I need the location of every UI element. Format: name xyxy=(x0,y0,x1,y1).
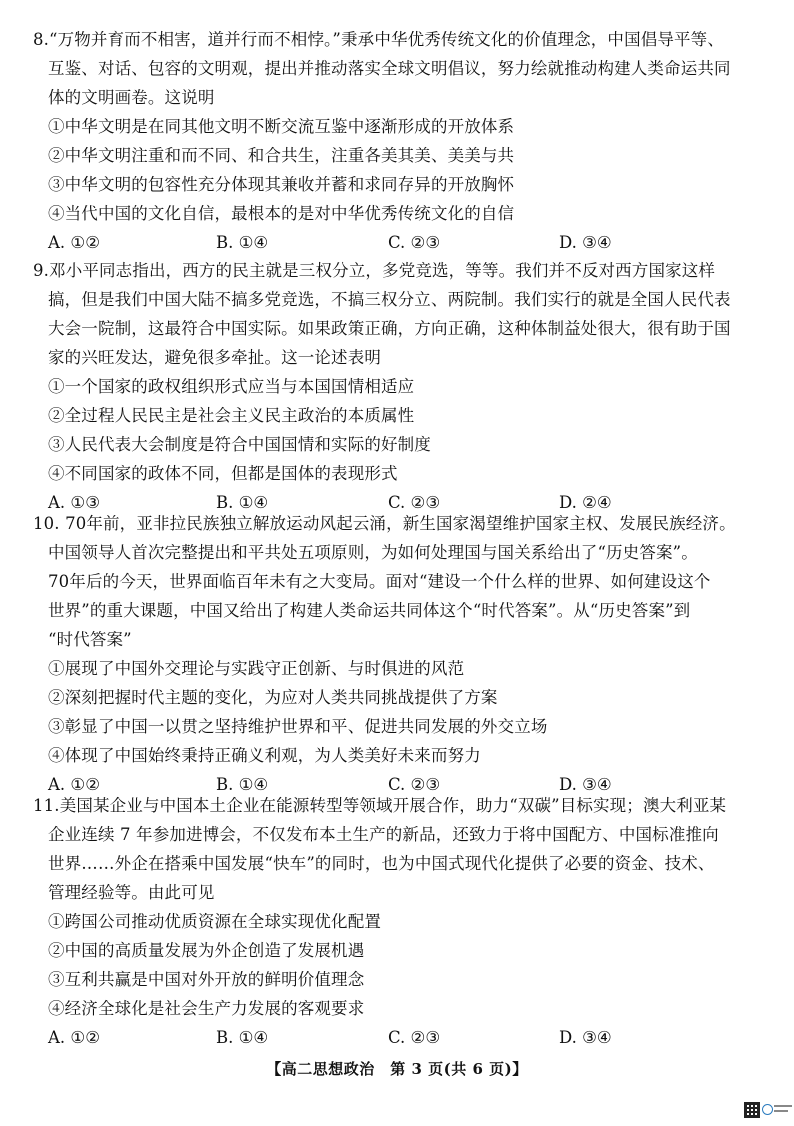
option-a[interactable]: A. ①② xyxy=(48,233,100,252)
statement-4: ④体现了中国始终秉持正确义利观，为人类美好未来而努力 xyxy=(48,746,481,765)
question-stem-line: 世界……外企在搭乘中国发展“快车”的同时，也为中国式现代化提供了必要的资金、技术、 xyxy=(48,854,715,873)
question-stem-line: 10. 70年前，亚非拉民族独立解放运动风起云涌，新生国家渴望维护国家主权、发展民族经济。 xyxy=(33,514,736,533)
option-c[interactable]: C. ②③ xyxy=(388,493,441,512)
question-10 xyxy=(33,509,773,799)
statement-4: ④不同国家的政体不同，但都是国体的表现形式 xyxy=(48,464,398,483)
statement-3: ③互利共赢是中国对外开放的鲜明价值理念 xyxy=(48,970,365,989)
option-a[interactable]: A. ①③ xyxy=(48,493,100,512)
option-b[interactable]: B. ①④ xyxy=(216,1028,269,1047)
statement-2: ②全过程人民民主是社会主义民主政治的本质属性 xyxy=(48,406,415,425)
option-b[interactable]: B. ①④ xyxy=(216,233,269,252)
option-d[interactable]: D. ③④ xyxy=(559,1028,612,1047)
statement-4: ④经济全球化是社会生产力发展的客观要求 xyxy=(48,999,365,1018)
question-stem-line: 互鉴、对话、包容的文明观，提出并推动落实全球文明倡议，努力绘就推动构建人类命运共同 xyxy=(48,59,731,78)
question-stem-line: 70年后的今天，世界面临百年未有之大变局。面对“建设一个什么样的世界、如何建设这个 xyxy=(48,572,711,591)
question-stem-line: 企业连续 7 年参加进博会，不仅发布本土生产的新品，还致力于将中国配方、中国标准推向 xyxy=(48,825,719,844)
page-footer: 【高二思想政治 第 3 页(共 6 页)】 xyxy=(266,1060,528,1078)
question-stem-line: 搞，但是我们中国大陆不搞多党竞选，不搞三权分立、两院制。我们实行的就是全国人民代表 xyxy=(48,290,731,309)
question-stem-line: 8.“万物并育而不相害，道并行而不相悖。”秉承中华优秀传统文化的价值理念，中国倡导平等、 xyxy=(33,30,724,49)
publisher-logo-icon xyxy=(762,1103,792,1116)
statement-1: ①中华文明是在同其他文明不断交流互鉴中逐渐形成的开放体系 xyxy=(48,117,515,136)
statement-2: ②中国的高质量发展为外企创造了发展机遇 xyxy=(48,941,365,960)
statement-2: ②中华文明注重和而不同、和合共生，注重各美其美、美美与共 xyxy=(48,146,515,165)
question-stem-line: 世界”的重大课题，中国又给出了构建人类命运共同体这个“时代答案”。从“历史答案”到 xyxy=(48,601,691,620)
question-stem-line: 大会一院制，这最符合中国实际。如果政策正确，方向正确，这种体制益处很大，很有助于国 xyxy=(48,319,731,338)
option-b[interactable]: B. ①④ xyxy=(216,775,269,794)
question-8 xyxy=(33,25,773,257)
option-c[interactable]: C. ②③ xyxy=(388,233,441,252)
qr-code-icon xyxy=(744,1102,760,1118)
option-a[interactable]: A. ①② xyxy=(48,775,100,794)
statement-3: ③彰显了中国一以贯之坚持维护世界和平、促进共同发展的外交立场 xyxy=(48,717,548,736)
question-stem-line: 11.美国某企业与中国本土企业在能源转型等领域开展合作，助力“双碳”目标实现；澳大利亚某 xyxy=(33,796,727,815)
answer-options xyxy=(33,1023,773,1052)
statement-3: ③中华文明的包容性充分体现其兼收并蓄和求同存异的开放胸怀 xyxy=(48,175,515,194)
option-a[interactable]: A. ①② xyxy=(48,1028,100,1047)
question-stem-line: 管理经验等。由此可见 xyxy=(48,883,215,902)
question-stem-line: 中国领导人首次完整提出和平共处五项原则，为如何处理国与国关系给出了“历史答案”。 xyxy=(48,543,698,562)
option-d[interactable]: D. ③④ xyxy=(559,775,612,794)
statement-2: ②深刻把握时代主题的变化，为应对人类共同挑战提供了方案 xyxy=(48,688,498,707)
question-stem-line: “时代答案” xyxy=(48,630,132,649)
statement-4: ④当代中国的文化自信，最根本的是对中华优秀传统文化的自信 xyxy=(48,204,515,223)
question-stem-line: 9.邓小平同志指出，西方的民主就是三权分立，多党竞选，等等。我们并不反对西方国家这样 xyxy=(33,261,716,280)
option-c[interactable]: C. ②③ xyxy=(388,775,441,794)
statement-1: ①一个国家的政权组织形式应当与本国国情相适应 xyxy=(48,377,415,396)
question-9 xyxy=(33,256,773,517)
option-c[interactable]: C. ②③ xyxy=(388,1028,441,1047)
option-d[interactable]: D. ②④ xyxy=(559,493,612,512)
statement-3: ③人民代表大会制度是符合中国国情和实际的好制度 xyxy=(48,435,431,454)
question-11 xyxy=(33,791,773,1052)
option-b[interactable]: B. ①④ xyxy=(216,493,269,512)
question-stem-line: 体的文明画卷。这说明 xyxy=(48,88,215,107)
statement-1: ①展现了中国外交理论与实践守正创新、与时俱进的风范 xyxy=(48,659,465,678)
answer-options xyxy=(33,228,773,257)
option-d[interactable]: D. ③④ xyxy=(559,233,612,252)
statement-1: ①跨国公司推动优质资源在全球实现优化配置 xyxy=(48,912,381,931)
question-stem-line: 家的兴旺发达，避免很多牵扯。这一论述表明 xyxy=(48,348,381,367)
